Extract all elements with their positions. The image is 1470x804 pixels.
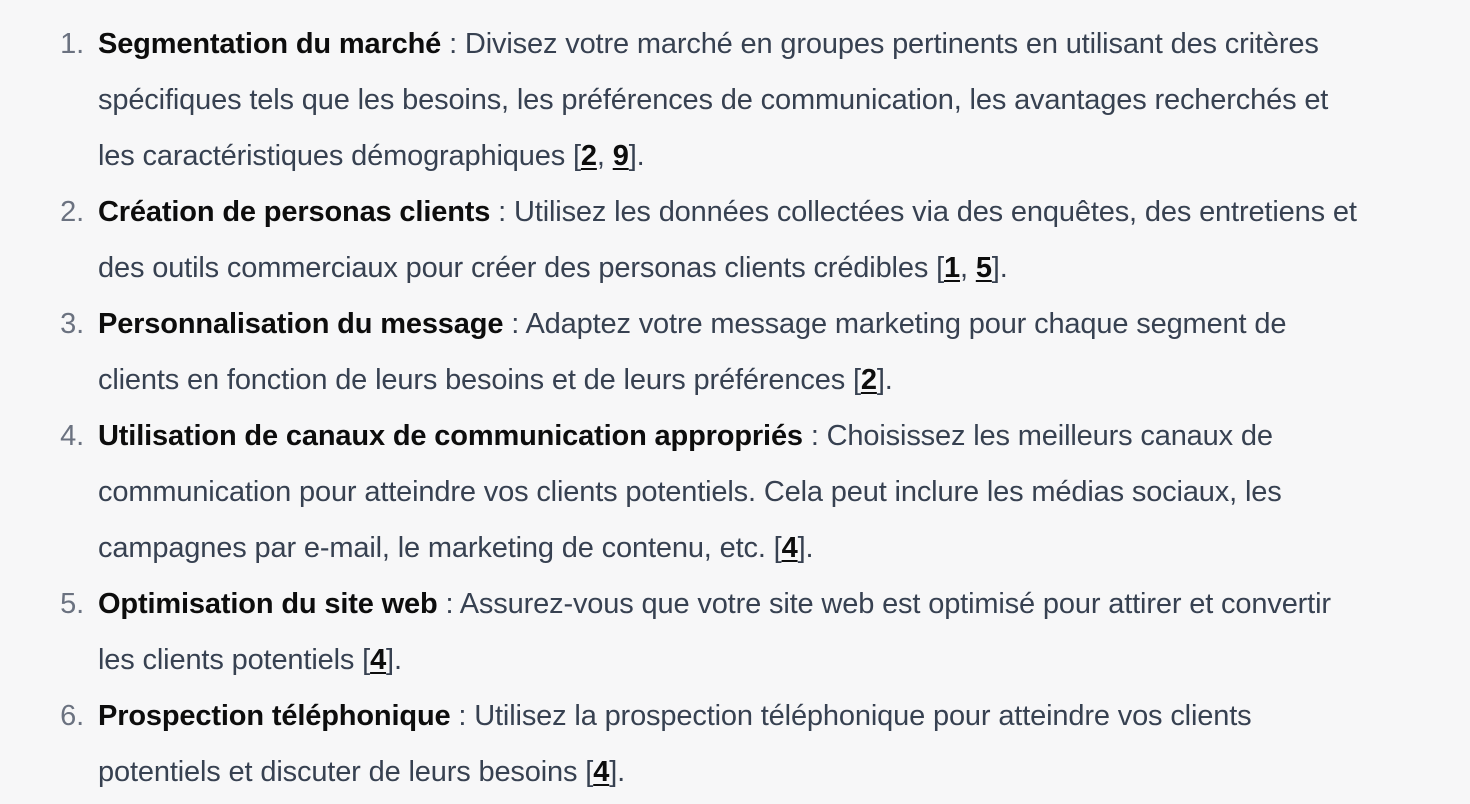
list-item: [0, 688, 1372, 800]
list-item-term: Optimisation du site web: [98, 588, 438, 620]
list-item: [0, 184, 1372, 296]
list-item-text: Adaptez votre message marketing pour chaque segment de clients en fonction de leurs besoins et de leurs préférences: [98, 308, 1287, 396]
term-separator: :: [450, 700, 475, 732]
list-item-end: .: [999, 252, 1008, 284]
list-number: 3.: [60, 308, 84, 340]
list-item-term: Utilisation de canaux de communication appropriés: [98, 420, 803, 452]
citation-open-bracket: [: [936, 252, 944, 284]
list-item: [0, 576, 1372, 688]
citation-link[interactable]: 9: [612, 140, 629, 172]
term-separator: :: [802, 420, 827, 452]
citation-open-bracket: [: [852, 364, 861, 396]
list-item-end: .: [393, 644, 402, 676]
citation-link[interactable]: 5: [975, 252, 992, 284]
list-item-text: Divisez votre marché en groupes pertinents en utilisant des critères spécifiques tels que les besoins, les préférences de communication, les avantages recherchés et les caractéristiques démographiques: [98, 28, 1329, 172]
citation-close-bracket: ]: [797, 532, 806, 564]
citation-link[interactable]: 4: [370, 644, 387, 676]
citation-close-bracket: ]: [628, 140, 637, 172]
citation-link[interactable]: 1: [944, 252, 960, 284]
term-separator: :: [503, 308, 526, 340]
citation-separator: ,: [959, 252, 976, 284]
term-separator: :: [490, 196, 514, 228]
list-number: 1.: [60, 28, 84, 60]
strategy-list: [0, 16, 1470, 800]
citation-close-bracket: ]: [386, 644, 394, 676]
list-item-text: Utilisez la prospection téléphonique pour atteindre vos clients potentiels et discuter de leurs besoins: [98, 700, 1252, 788]
list-item-end: .: [805, 532, 814, 564]
list-item-end: .: [636, 140, 645, 172]
citation-separator: ,: [596, 140, 613, 172]
citation-close-bracket: ]: [609, 756, 618, 788]
list-item-end: .: [884, 364, 893, 396]
list-item-term: Personnalisation du message: [98, 308, 504, 340]
list-item-term: Prospection téléphonique: [98, 700, 451, 732]
list-number: 6.: [60, 700, 84, 732]
citation-close-bracket: ]: [991, 252, 1000, 284]
list-number: 4.: [60, 420, 84, 452]
citation-link[interactable]: 2: [860, 364, 877, 396]
list-item-term: Segmentation du marché: [98, 28, 442, 60]
citation-link[interactable]: 2: [580, 140, 597, 172]
list-item-text: Utilisez les données collectées via des enquêtes, des entretiens et des outils commerciaux pour créer des personas clients crédibles: [98, 196, 1357, 284]
citation-open-bracket: [: [773, 532, 782, 564]
term-separator: :: [437, 588, 460, 620]
list-item-text: Assurez-vous que votre site web est optimisé pour attirer et convertir les clients potentiels: [98, 588, 1331, 676]
list-item: [0, 408, 1372, 576]
citation-link[interactable]: 4: [781, 532, 798, 564]
list-item-term: Création de personas clients: [98, 196, 491, 228]
citation-close-bracket: ]: [876, 364, 885, 396]
list-number: 5.: [60, 588, 84, 620]
term-separator: :: [441, 28, 465, 60]
list-item: [0, 296, 1372, 408]
citation-link[interactable]: 4: [593, 756, 610, 788]
citation-open-bracket: [: [362, 644, 371, 676]
list-item-end: .: [617, 756, 626, 788]
list-number: 2.: [60, 196, 84, 228]
list-item: [0, 16, 1372, 184]
list-item-text: Choisissez les meilleurs canaux de communication pour atteindre vos clients potentiels. Cela peut inclure les médias sociaux, les campagnes par e-mail, le marketing de contenu, etc.: [98, 420, 1282, 564]
citation-open-bracket: [: [585, 756, 594, 788]
citation-open-bracket: [: [572, 140, 581, 172]
